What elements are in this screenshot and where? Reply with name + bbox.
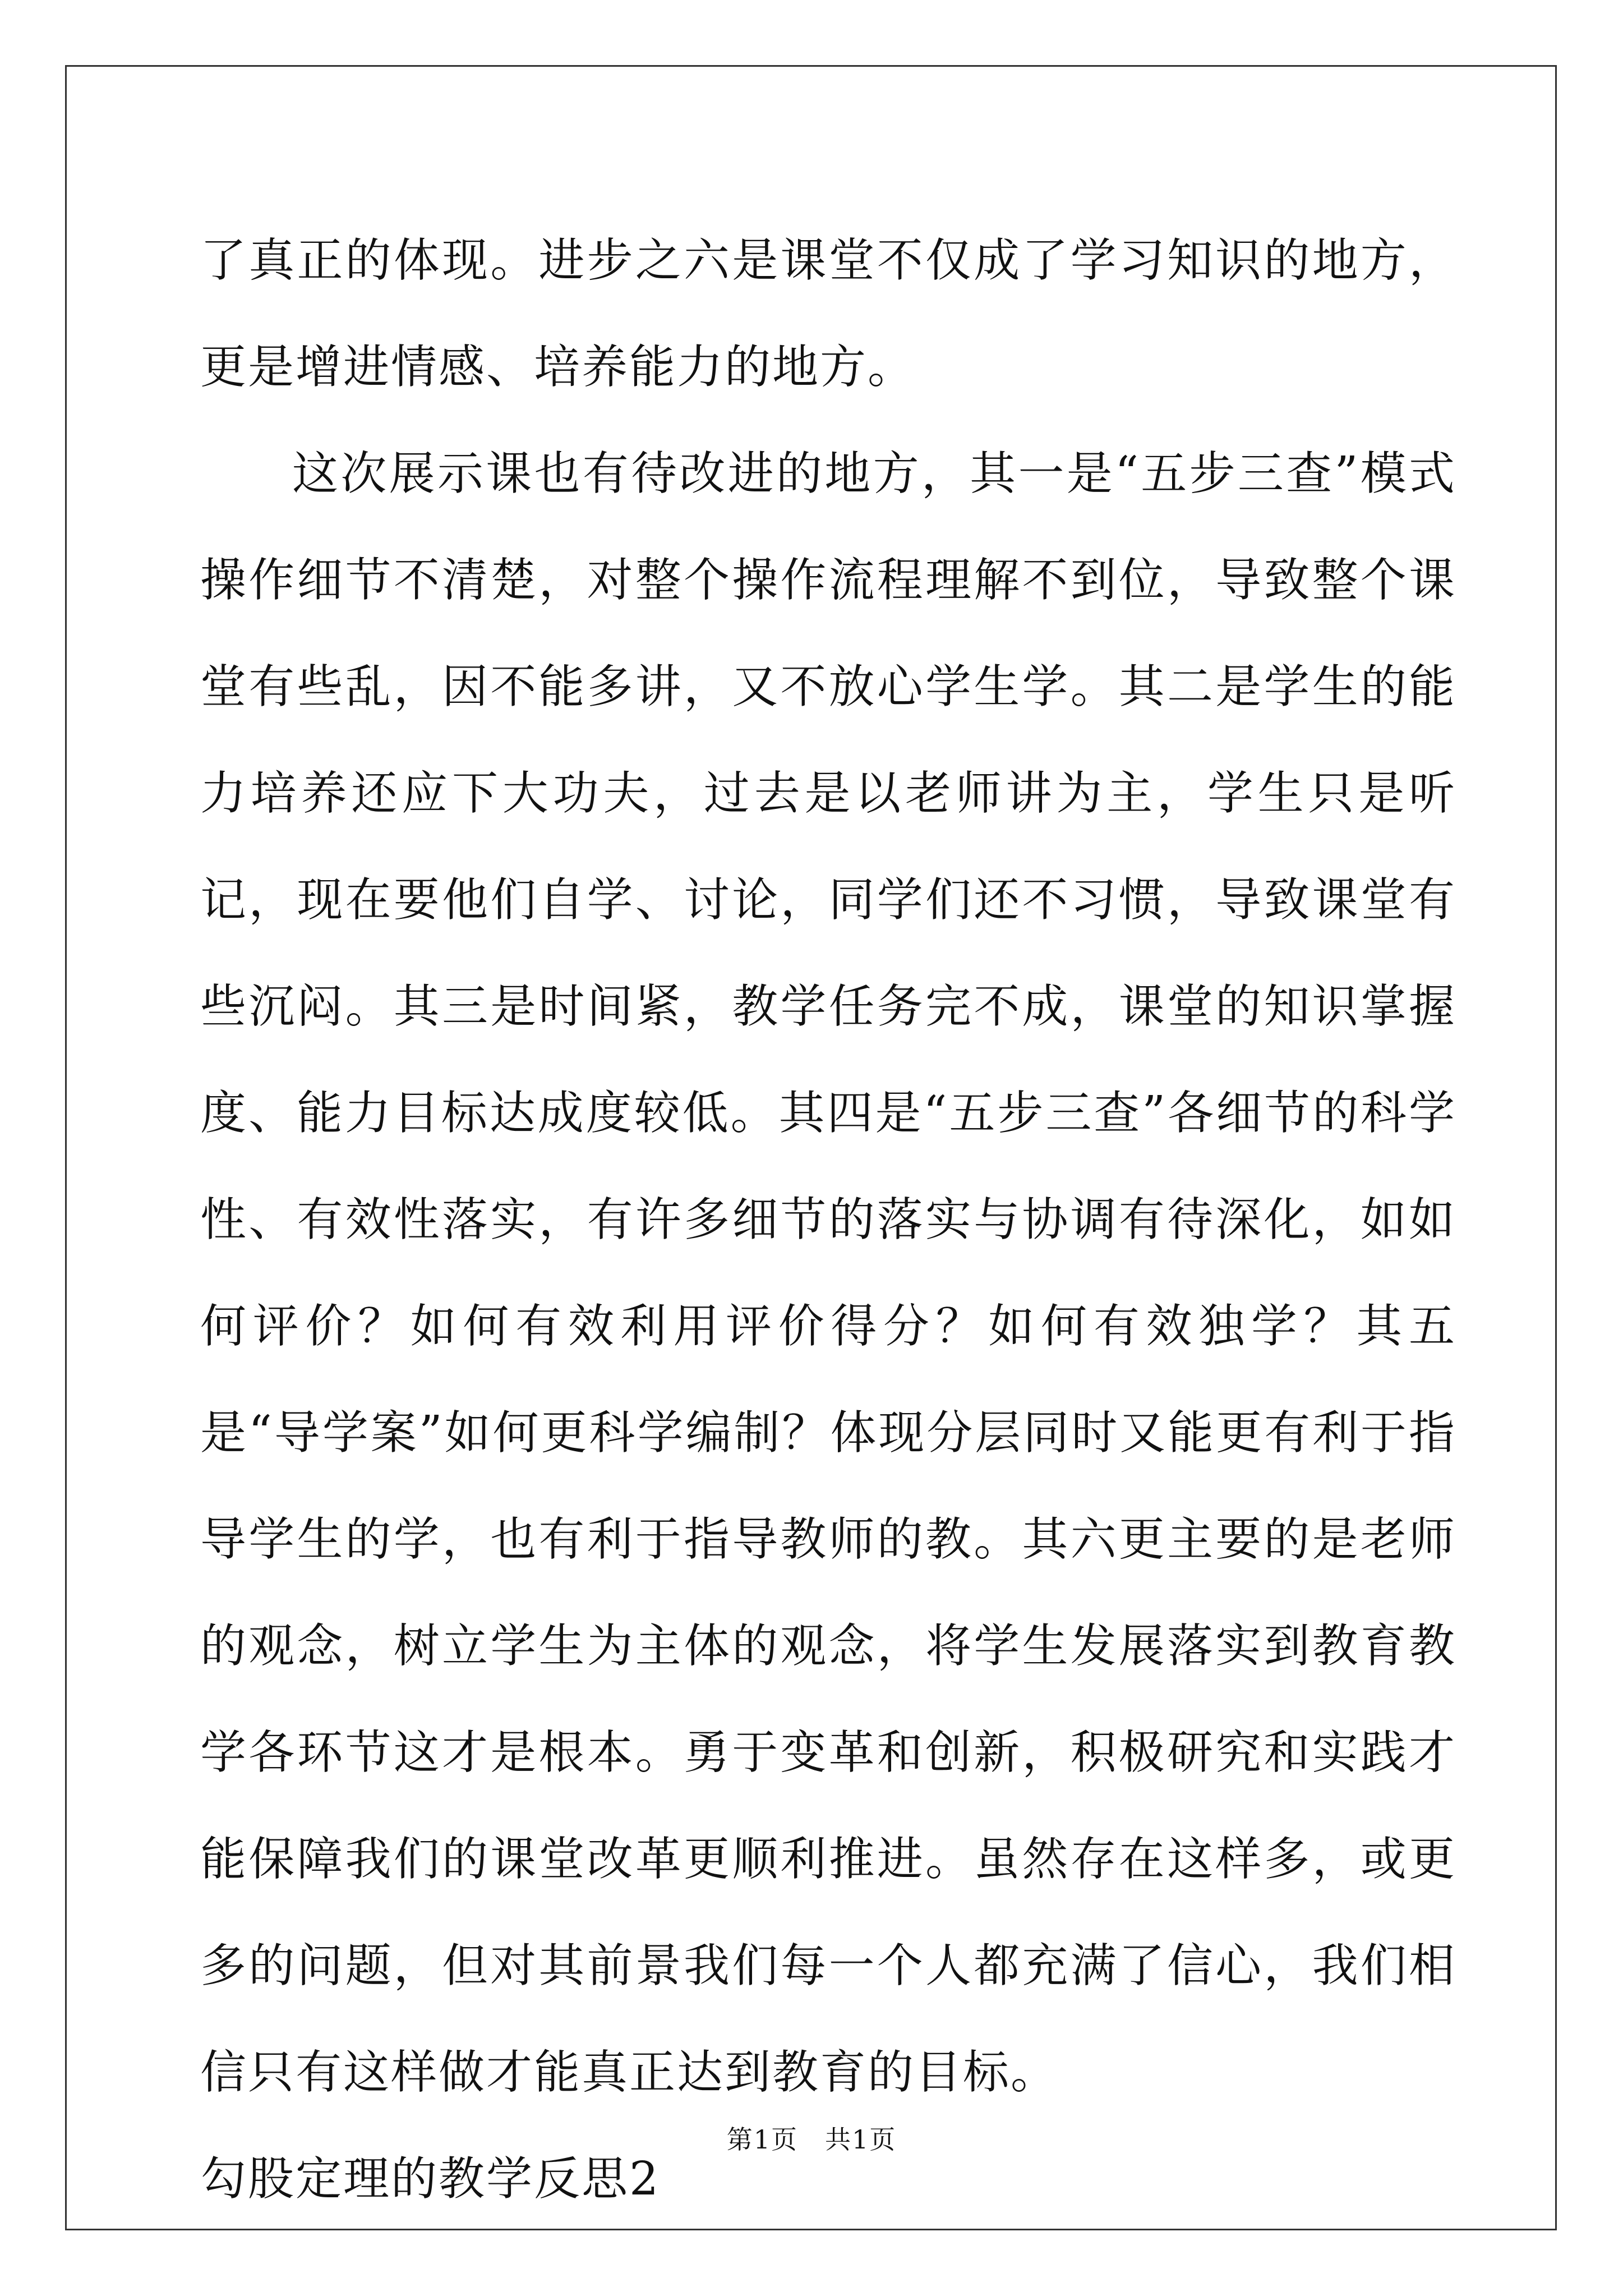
page-total: 共1页 bbox=[825, 2124, 897, 2155]
page-footer bbox=[0, 2123, 1623, 2156]
page-number: 第1页 bbox=[726, 2124, 798, 2155]
section-heading: 勾股定理的教学反思2 bbox=[200, 2152, 661, 2206]
document-body bbox=[200, 208, 1456, 2233]
paragraph-continuation: 了真正的体现。进步之六是课堂不仅成了学习知识的地方，更是增进情感、培养能力的地方。 bbox=[200, 234, 1456, 394]
paragraph-improvements: 这次展示课也有待改进的地方，其一是“五步三查”模式操作细节不清楚，对整个操作流程理解不到位，导致整个课堂有些乱，因不能多讲，又不放心学生学。其二是学生的能力培养还应下大功夫，过去是以老师讲为主，学生只是听记，现在要他们自学、讨论，同学们还不习惯，导致课堂有些沉闷。其三是时间紧，教学任务完不成，课堂的知识掌握度、能力目标达成度较低。其四是“五步三查”各细节的科学性、有效性落实，有许多细节的落实与协调有待深化，如如何评价？如何有效利用评价得分？如何有效独学？其五是“导学案”如何更科学编制？体现分层同时又能更有利于指导学生的学，也有利于指导教师的教。其六更主要的是老师的观念，树立学生为主体的观念，将学生发展落实到教育教学各环节这才是根本。勇于变革和创新，积极研究和实践才能保障我们的课堂改革更顺利推进。虽然存在这样多，或更多的问题，但对其前景我们每一个人都充满了信心，我们相信只有这样做才能真正达到教育的目标。 bbox=[200, 447, 1456, 2099]
